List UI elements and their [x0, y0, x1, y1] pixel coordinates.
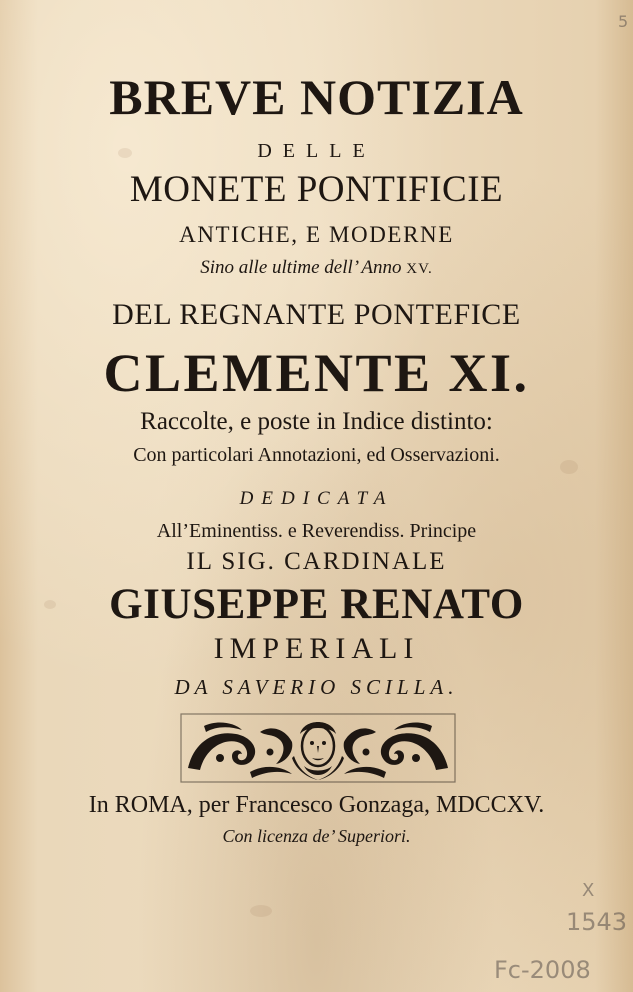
license-line: Con licenza de’ Superiori. [222, 826, 411, 846]
headpiece-ornament-with-face-icon [180, 712, 456, 784]
raccolte-line: Raccolte, e poste in Indice distinto: [140, 408, 493, 435]
date-range-year: XV. [406, 261, 433, 277]
dedication-honorific: All’Eminentiss. e Reverendiss. Principe [156, 520, 477, 542]
foxing-spot [250, 905, 272, 917]
corner-page-number: 5 [618, 12, 629, 31]
pencil-shelf-number: 1543 [566, 908, 628, 936]
date-range-prefix: Sino alle ultime dell’ Anno [200, 257, 402, 278]
book-title: BREVE NOTIZIA [109, 69, 524, 125]
annotations-line: Con particolari Annotazioni, ed Osservazioni. [133, 444, 500, 466]
book-subject: MONETE PONTIFICIE [129, 169, 504, 210]
dedication-title: IL SIG. CARDINALE [186, 548, 447, 575]
author-line: DA SAVERIO SCILLA. [174, 675, 459, 699]
book-subtitle: ANTICHE, E MODERNE [179, 222, 454, 247]
imprint-line: In ROMA, per Francesco Gonzaga, MDCCXV. [88, 792, 545, 818]
regnante-line: DEL REGNANTE PONTEFICE [112, 298, 521, 331]
title-connector: DELLE [257, 140, 376, 162]
date-range-line [0, 257, 633, 279]
dedication-label: DEDICATA [239, 488, 394, 509]
dedicatee-name: GIUSEPPE RENATO [109, 581, 524, 628]
pencil-catalog-code: Fc-2008 [494, 956, 591, 984]
dedicatee-surname: IMPERIALI [213, 632, 420, 665]
pope-name: CLEMENTE XI. [103, 343, 530, 403]
pencil-mark-x: X [582, 880, 595, 901]
